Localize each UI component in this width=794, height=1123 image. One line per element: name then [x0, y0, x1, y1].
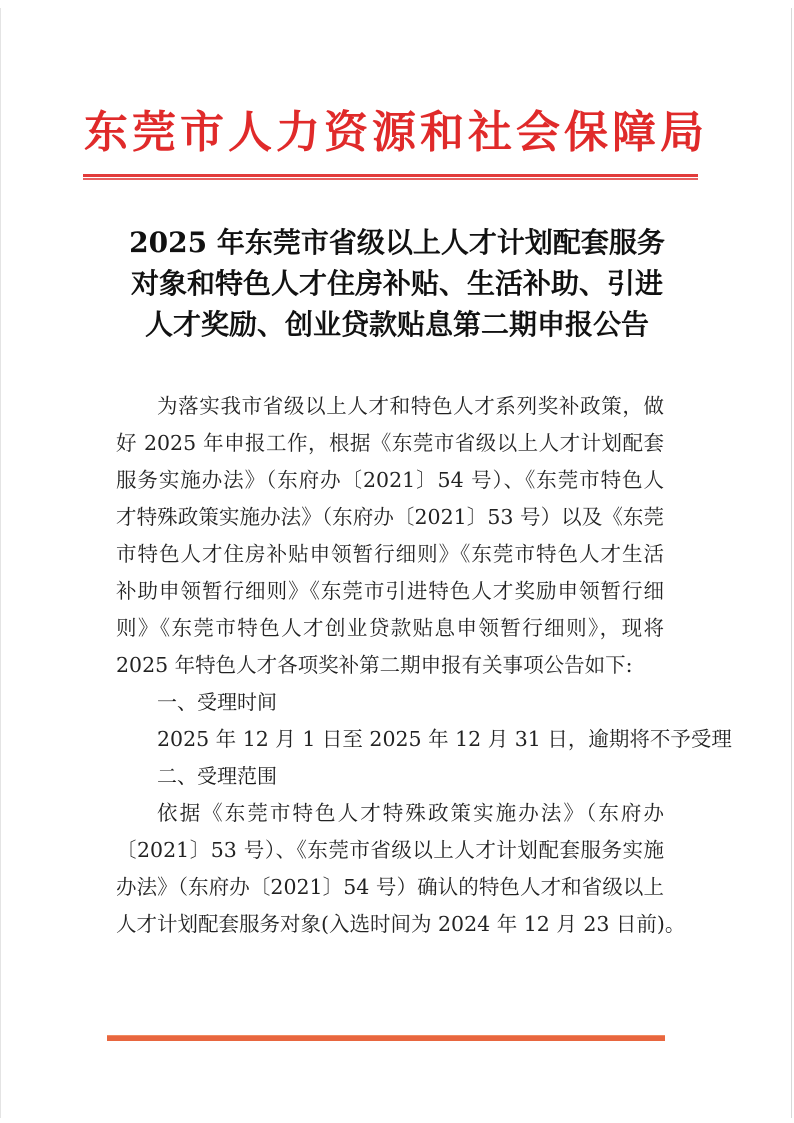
acceptance-scope-line: 依据《东莞市特色人才特殊政策实施办法》（东府办 [157, 801, 664, 825]
intro-line: 则》《东莞市特色人才创业贷款贴息申领暂行细则》，现将 [116, 616, 664, 640]
header-rule-thin [83, 178, 698, 180]
document-title [100, 222, 694, 345]
acceptance-scope-line: 人才计划配套服务对象(入选时间为 2024 年 12 月 23 日前)。 [116, 912, 686, 936]
intro-line: 才特殊政策实施办法》（东府办〔2021〕53 号）以及《东莞 [116, 505, 664, 529]
intro-line: 市特色人才住房补贴申领暂行细则》《东莞市特色人才生活 [116, 542, 664, 566]
footer-rule [107, 1035, 665, 1041]
intro-line: 2025 年特色人才各项奖补第二期申报有关事项公告如下: [116, 653, 633, 677]
intro-line: 好 2025 年申报工作，根据《东莞市省级以上人才计划配套 [116, 431, 664, 455]
header-red-rule [83, 174, 698, 180]
section-heading-acceptance-time: 一、受理时间 [157, 690, 277, 714]
title-line: 人才奖励、创业贷款贴息第二期申报公告 [144, 308, 649, 341]
acceptance-scope-line: 办法》（东府办〔2021〕54 号）确认的特色人才和省级以上 [116, 875, 664, 899]
title-line: 对象和特色人才住房补贴、生活补助、引进 [130, 267, 663, 300]
acceptance-time-line: 2025 年 12 月 1 日至 2025 年 12 月 31 日，逾期将不予受理 [157, 727, 732, 751]
page-edge [791, 8, 792, 1118]
intro-line: 服务实施办法》（东府办〔2021〕54 号）、《东莞市特色人 [116, 468, 664, 492]
intro-line: 为落实我市省级以上人才和特色人才系列奖补政策，做 [157, 394, 664, 418]
acceptance-scope-line: 〔2021〕53 号）、《东莞市省级以上人才计划配套服务实施 [116, 838, 664, 862]
section-heading-acceptance-scope: 二、受理范围 [157, 764, 277, 788]
document-body [116, 388, 732, 943]
organization-header: 东莞市人力资源和社会保障局 [84, 107, 708, 158]
page-edge [0, 8, 1, 1118]
header-rule-thick [83, 174, 698, 177]
title-line: 2025 年东莞市省级以上人才计划配套服务 [129, 226, 665, 259]
intro-line: 补助申领暂行细则》《东莞市引进特色人才奖励申领暂行细 [116, 579, 664, 603]
